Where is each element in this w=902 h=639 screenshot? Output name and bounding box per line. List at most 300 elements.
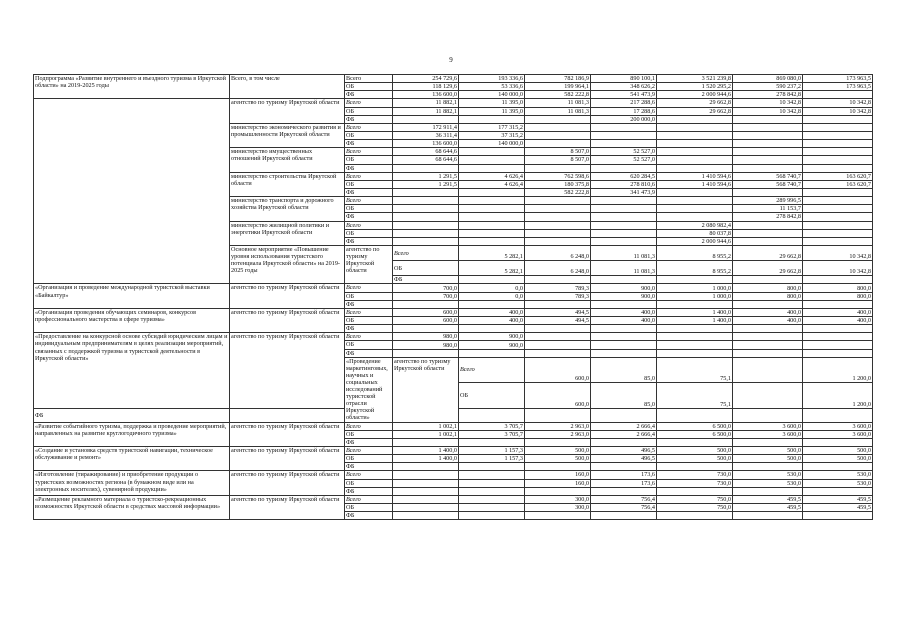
text-cell: агентство по туризму Иркутской области [345, 245, 393, 284]
text-cell [803, 438, 873, 446]
text-cell [733, 357, 803, 383]
text-cell [393, 463, 459, 471]
text-cell: «Размещение рекламного материала о туристско-рекреационных возможностях Иркутской области в средствах массовой информации» [34, 495, 230, 519]
amount-cell: 530,0 [803, 471, 873, 479]
amount-cell: 8 955,2 [657, 245, 733, 260]
amount-cell: 300,0 [525, 503, 591, 511]
text-cell: министерство строительства Иркутской области [230, 172, 345, 196]
amount-cell: 494,5 [525, 317, 591, 325]
text-cell [657, 156, 733, 164]
amount-cell: 541 473,9 [591, 91, 657, 99]
amount-cell: 869 080,0 [733, 75, 803, 83]
text-cell [733, 188, 803, 196]
funding-source-cell: ОБ [345, 317, 393, 325]
amount-cell: 6 248,0 [525, 261, 591, 276]
text-cell [393, 495, 459, 503]
amount-cell: 568 740,7 [733, 172, 803, 180]
text-cell [459, 237, 525, 245]
amount-cell: 500,0 [733, 455, 803, 463]
text-cell [803, 131, 873, 139]
funding-source-cell: Всего [345, 148, 393, 156]
amount-cell: 1 291,5 [393, 180, 459, 188]
amount-cell: 75,1 [657, 357, 733, 383]
text-cell [525, 221, 591, 229]
funding-source-cell: Всего [345, 471, 393, 479]
amount-cell: 29 662,8 [733, 245, 803, 260]
text-cell [733, 148, 803, 156]
amount-cell: 177 315,2 [459, 123, 525, 131]
funding-source-cell: Всего [345, 172, 393, 180]
funding-source-cell: ОБ [345, 292, 393, 300]
text-cell [459, 164, 525, 172]
text-cell [393, 197, 459, 205]
text-cell [657, 512, 733, 520]
amount-cell: 530,0 [803, 479, 873, 487]
amount-cell: 5 282,1 [459, 261, 525, 276]
table-row [34, 422, 873, 430]
amount-cell: 1 200,0 [803, 357, 873, 383]
text-cell [803, 487, 873, 495]
amount-cell: 756,4 [591, 503, 657, 511]
amount-cell: 2 666,4 [591, 422, 657, 430]
amount-cell: 500,0 [733, 447, 803, 455]
text-cell [733, 164, 803, 172]
table-row [34, 284, 873, 292]
text-cell [459, 115, 525, 123]
text-cell [34, 99, 230, 284]
text-cell [591, 408, 657, 422]
amount-cell: 3 521 239,8 [657, 75, 733, 83]
funding-source-cell: ОБ [345, 229, 393, 237]
funding-source-cell: Всего [345, 75, 393, 83]
table-row [34, 333, 873, 341]
text-cell [657, 325, 733, 333]
text-cell [459, 487, 525, 495]
amount-cell: 173,6 [591, 471, 657, 479]
text-cell: Основное мероприятие «Повышение уровня использования туристского потенциала Иркутской области» на 2019-2025 годы [230, 245, 345, 284]
amount-cell: 8 955,2 [657, 261, 733, 276]
amount-cell: 11 882,1 [393, 99, 459, 107]
amount-cell: 496,5 [591, 455, 657, 463]
amount-cell: 600,0 [525, 357, 591, 383]
text-cell [733, 276, 803, 284]
text-cell: «Предоставление на конкурсной основе субсидий юридическим лицам и индивидуальным предпринимателям в целях реализации мероприятий, связанных с поддержкой туризма и туристской деятельности в Иркутской области» [34, 333, 230, 409]
amount-cell: 11 081,3 [525, 107, 591, 115]
text-cell [591, 197, 657, 205]
budget-table [33, 74, 873, 520]
amount-cell: 900,0 [459, 333, 525, 341]
text-cell [733, 237, 803, 245]
amount-cell: 459,5 [733, 495, 803, 503]
text-cell [525, 229, 591, 237]
amount-cell: 11 081,3 [591, 245, 657, 260]
text-cell [459, 229, 525, 237]
amount-cell: 10 342,8 [803, 99, 873, 107]
amount-cell: 1 520 295,2 [657, 83, 733, 91]
amount-cell: 10 342,8 [733, 99, 803, 107]
amount-cell: 3 705,7 [459, 430, 525, 438]
amount-cell: 500,0 [657, 455, 733, 463]
amount-cell: 193 336,6 [459, 75, 525, 83]
funding-source-cell: ОБ [393, 261, 459, 276]
text-cell [591, 237, 657, 245]
funding-source-cell: Всего [345, 422, 393, 430]
text-cell [733, 221, 803, 229]
text-cell [459, 300, 525, 308]
amount-cell: 1 157,3 [459, 455, 525, 463]
amount-cell: 68 644,6 [393, 148, 459, 156]
amount-cell: 11 081,3 [591, 261, 657, 276]
funding-source-cell: ФБ [34, 408, 230, 422]
amount-cell: 52 527,0 [591, 156, 657, 164]
amount-cell: 730,0 [657, 471, 733, 479]
amount-cell: 341 473,9 [591, 188, 657, 196]
text-cell [393, 503, 459, 511]
funding-source-cell: ФБ [345, 325, 393, 333]
amount-cell: 217 288,6 [591, 99, 657, 107]
text-cell [733, 487, 803, 495]
text-cell [393, 229, 459, 237]
amount-cell: 590 237,2 [733, 83, 803, 91]
text-cell [459, 276, 525, 284]
text-cell [525, 131, 591, 139]
text-cell [459, 503, 525, 511]
text-cell [393, 213, 459, 221]
funding-source-cell: ФБ [345, 487, 393, 495]
text-cell [525, 123, 591, 131]
amount-cell: 500,0 [803, 455, 873, 463]
amount-cell: 3 600,0 [733, 430, 803, 438]
amount-cell: 37 315,2 [459, 131, 525, 139]
text-cell [733, 156, 803, 164]
text-cell: «Проведение маркетинговых, научных и социальных исследований туристской отрасли Иркутской области» [345, 357, 393, 422]
amount-cell: 160,0 [525, 479, 591, 487]
funding-source-cell: ФБ [345, 213, 393, 221]
text-cell [459, 463, 525, 471]
text-cell [733, 131, 803, 139]
funding-source-cell: ОБ [345, 455, 393, 463]
text-cell [657, 408, 733, 422]
text-cell [459, 495, 525, 503]
amount-cell: 1 410 594,6 [657, 172, 733, 180]
text-cell [525, 408, 591, 422]
text-cell [525, 115, 591, 123]
amount-cell: 36 311,4 [393, 131, 459, 139]
amount-cell: 582 222,8 [525, 91, 591, 99]
funding-source-cell: ФБ [345, 349, 393, 357]
text-cell [591, 438, 657, 446]
text-cell [657, 115, 733, 123]
text-cell [657, 341, 733, 349]
funding-source-cell: ФБ [345, 115, 393, 123]
amount-cell: 300,0 [525, 495, 591, 503]
text-cell [459, 188, 525, 196]
funding-source-cell: Всего [459, 357, 525, 383]
amount-cell: 1 400,0 [657, 317, 733, 325]
text-cell [459, 213, 525, 221]
funding-source-cell: ОБ [345, 107, 393, 115]
funding-source-cell: ФБ [345, 140, 393, 148]
amount-cell: 782 186,9 [525, 75, 591, 83]
amount-cell: 789,3 [525, 292, 591, 300]
amount-cell: 730,0 [657, 479, 733, 487]
text-cell [591, 463, 657, 471]
amount-cell: 568 740,7 [733, 180, 803, 188]
amount-cell: 29 662,8 [657, 107, 733, 115]
amount-cell: 180 375,8 [525, 180, 591, 188]
amount-cell: 3 705,7 [459, 422, 525, 430]
amount-cell: 2 666,4 [591, 430, 657, 438]
amount-cell: 400,0 [591, 317, 657, 325]
text-cell [525, 164, 591, 172]
funding-source-cell: ОБ [345, 205, 393, 213]
text-cell [393, 487, 459, 495]
text-cell: агентство по туризму Иркутской области [230, 333, 345, 409]
amount-cell: 172 911,4 [393, 123, 459, 131]
funding-source-cell: Всего [345, 123, 393, 131]
text-cell [803, 333, 873, 341]
text-cell [803, 341, 873, 349]
text-cell [393, 188, 459, 196]
amount-cell: 3 600,0 [803, 422, 873, 430]
funding-source-cell: ФБ [345, 463, 393, 471]
amount-cell: 700,0 [393, 284, 459, 292]
text-cell [525, 197, 591, 205]
amount-cell: 620 284,5 [591, 172, 657, 180]
amount-cell: 2 000 944,6 [657, 91, 733, 99]
text-cell [591, 213, 657, 221]
amount-cell: 400,0 [591, 308, 657, 316]
text-cell [733, 123, 803, 131]
text-cell [803, 91, 873, 99]
text-cell [591, 164, 657, 172]
amount-cell: 1 400,0 [657, 308, 733, 316]
text-cell [803, 123, 873, 131]
amount-cell: 1 410 594,6 [657, 180, 733, 188]
amount-cell: 1 000,0 [657, 292, 733, 300]
text-cell [803, 512, 873, 520]
text-cell: агентство по туризму Иркутской области [230, 284, 345, 308]
funding-source-cell: Всего [345, 99, 393, 107]
text-cell [803, 229, 873, 237]
amount-cell: 1 400,0 [393, 447, 459, 455]
funding-source-cell: ФБ [345, 512, 393, 520]
text-cell: министерство экономического развития и промышленности Иркутской области [230, 123, 345, 147]
table-row [34, 308, 873, 316]
amount-cell: 400,0 [459, 317, 525, 325]
amount-cell: 1 002,1 [393, 430, 459, 438]
amount-cell: 600,0 [525, 383, 591, 409]
text-cell [459, 221, 525, 229]
text-cell: агентство по туризму Иркутской области [230, 447, 345, 471]
text-cell [657, 131, 733, 139]
funding-source-cell: Всего [345, 308, 393, 316]
amount-cell: 1 291,5 [393, 172, 459, 180]
text-cell [525, 341, 591, 349]
text-cell [591, 349, 657, 357]
funding-source-cell: ОБ [345, 131, 393, 139]
amount-cell: 10 342,8 [803, 107, 873, 115]
amount-cell: 900,0 [459, 341, 525, 349]
text-cell [591, 140, 657, 148]
text-cell [803, 349, 873, 357]
text-cell [657, 213, 733, 221]
text-cell [459, 325, 525, 333]
table-row [34, 447, 873, 455]
amount-cell: 400,0 [803, 317, 873, 325]
amount-cell: 136 600,0 [393, 91, 459, 99]
table-row [34, 495, 873, 503]
text-cell [803, 140, 873, 148]
text-cell [657, 164, 733, 172]
text-cell [393, 221, 459, 229]
text-cell [733, 325, 803, 333]
amount-cell: 8 507,0 [525, 148, 591, 156]
text-cell: министерство жилищной политики и энергетики Иркутской области [230, 221, 345, 245]
text-cell [657, 197, 733, 205]
text-cell [803, 115, 873, 123]
amount-cell: 0,0 [459, 284, 525, 292]
funding-source-cell: ОБ [345, 479, 393, 487]
text-cell [591, 512, 657, 520]
text-cell [803, 463, 873, 471]
text-cell [733, 349, 803, 357]
amount-cell: 11 395,0 [459, 107, 525, 115]
amount-cell: 1 400,0 [393, 455, 459, 463]
text-cell [803, 276, 873, 284]
amount-cell: 600,0 [393, 317, 459, 325]
amount-cell: 789,3 [525, 284, 591, 292]
text-cell [803, 221, 873, 229]
amount-cell: 278 810,6 [591, 180, 657, 188]
amount-cell: 278 842,8 [733, 91, 803, 99]
amount-cell: 75,1 [657, 383, 733, 409]
amount-cell: 160,0 [525, 471, 591, 479]
text-cell [525, 512, 591, 520]
text-cell [591, 123, 657, 131]
funding-source-cell: Всего [345, 284, 393, 292]
text-cell [591, 487, 657, 495]
text-cell [525, 325, 591, 333]
amount-cell: 52 527,0 [591, 148, 657, 156]
text-cell [459, 438, 525, 446]
amount-cell: 53 336,6 [459, 83, 525, 91]
text-cell: «Организация проведения обучающих семинаров, конкурсов профессионального мастерства в сфере туризма» [34, 308, 230, 332]
funding-source-cell: ОБ [345, 430, 393, 438]
amount-cell: 800,0 [803, 284, 873, 292]
text-cell [657, 463, 733, 471]
text-cell [733, 300, 803, 308]
funding-source-cell: ФБ [345, 91, 393, 99]
text-cell [803, 164, 873, 172]
text-cell [733, 333, 803, 341]
amount-cell: 8 507,0 [525, 156, 591, 164]
text-cell: агентство по туризму Иркутской области [230, 99, 345, 123]
text-cell [733, 512, 803, 520]
amount-cell: 5 282,1 [459, 245, 525, 260]
text-cell [803, 148, 873, 156]
amount-cell: 750,0 [657, 503, 733, 511]
amount-cell: 289 996,5 [733, 197, 803, 205]
amount-cell: 1 157,3 [459, 447, 525, 455]
amount-cell: 3 600,0 [803, 430, 873, 438]
text-cell: «Создание и установка средств туристской навигации, техническое обслуживание и ремонт» [34, 447, 230, 471]
text-cell [591, 325, 657, 333]
amount-cell: 80 037,8 [657, 229, 733, 237]
text-cell [459, 349, 525, 357]
text-cell [525, 213, 591, 221]
text-cell: «Изготовление (тиражирование) и приобретение продукции о туристских возможностях региона (в бумажном виде или на электронных носителях), сувенирной продукции» [34, 471, 230, 495]
amount-cell: 278 842,8 [733, 213, 803, 221]
text-cell: агентство по туризму Иркутской области [230, 495, 345, 519]
text-cell [459, 148, 525, 156]
funding-source-cell: ФБ [345, 188, 393, 196]
amount-cell: 500,0 [657, 447, 733, 455]
amount-cell: 173 963,5 [803, 75, 873, 83]
amount-cell: 85,0 [591, 357, 657, 383]
amount-cell: 173,6 [591, 479, 657, 487]
text-cell [525, 300, 591, 308]
table-row [34, 471, 873, 479]
table-body [34, 75, 873, 520]
text-cell [525, 276, 591, 284]
amount-cell: 17 288,6 [591, 107, 657, 115]
funding-source-cell: ОБ [345, 503, 393, 511]
amount-cell: 11 081,3 [525, 99, 591, 107]
text-cell [459, 512, 525, 520]
amount-cell: 173 963,5 [803, 83, 873, 91]
text-cell [733, 341, 803, 349]
text-cell [459, 197, 525, 205]
funding-source-cell: Всего [345, 197, 393, 205]
funding-source-cell: ОБ [345, 83, 393, 91]
amount-cell: 400,0 [803, 308, 873, 316]
text-cell [393, 438, 459, 446]
text-cell [591, 276, 657, 284]
text-cell [591, 333, 657, 341]
funding-source-cell: Всего [345, 221, 393, 229]
text-cell [393, 115, 459, 123]
funding-source-cell: Всего [345, 495, 393, 503]
text-cell [803, 237, 873, 245]
text-cell: агентство по туризму Иркутской области [230, 422, 345, 446]
amount-cell: 10 342,8 [803, 245, 873, 260]
text-cell [657, 438, 733, 446]
amount-cell: 459,5 [733, 503, 803, 511]
text-cell [393, 479, 459, 487]
amount-cell: 6 500,0 [657, 430, 733, 438]
text-cell [459, 471, 525, 479]
amount-cell: 582 222,8 [525, 188, 591, 196]
amount-cell: 756,4 [591, 495, 657, 503]
text-cell: Подпрограмма «Развитие внутреннего и въездного туризма в Иркутской области» на 2019-2025 годы [34, 75, 230, 99]
amount-cell: 890 100,1 [591, 75, 657, 83]
text-cell [733, 438, 803, 446]
text-cell [657, 333, 733, 341]
text-cell [591, 131, 657, 139]
amount-cell: 136 600,0 [393, 140, 459, 148]
amount-cell: 3 600,0 [733, 422, 803, 430]
amount-cell: 2 080 982,4 [657, 221, 733, 229]
amount-cell: 200 000,0 [591, 115, 657, 123]
amount-cell: 140 000,0 [459, 140, 525, 148]
text-cell [393, 471, 459, 479]
text-cell [657, 188, 733, 196]
amount-cell: 6 248,0 [525, 245, 591, 260]
amount-cell: 800,0 [733, 292, 803, 300]
amount-cell: 29 662,8 [733, 261, 803, 276]
text-cell [525, 438, 591, 446]
